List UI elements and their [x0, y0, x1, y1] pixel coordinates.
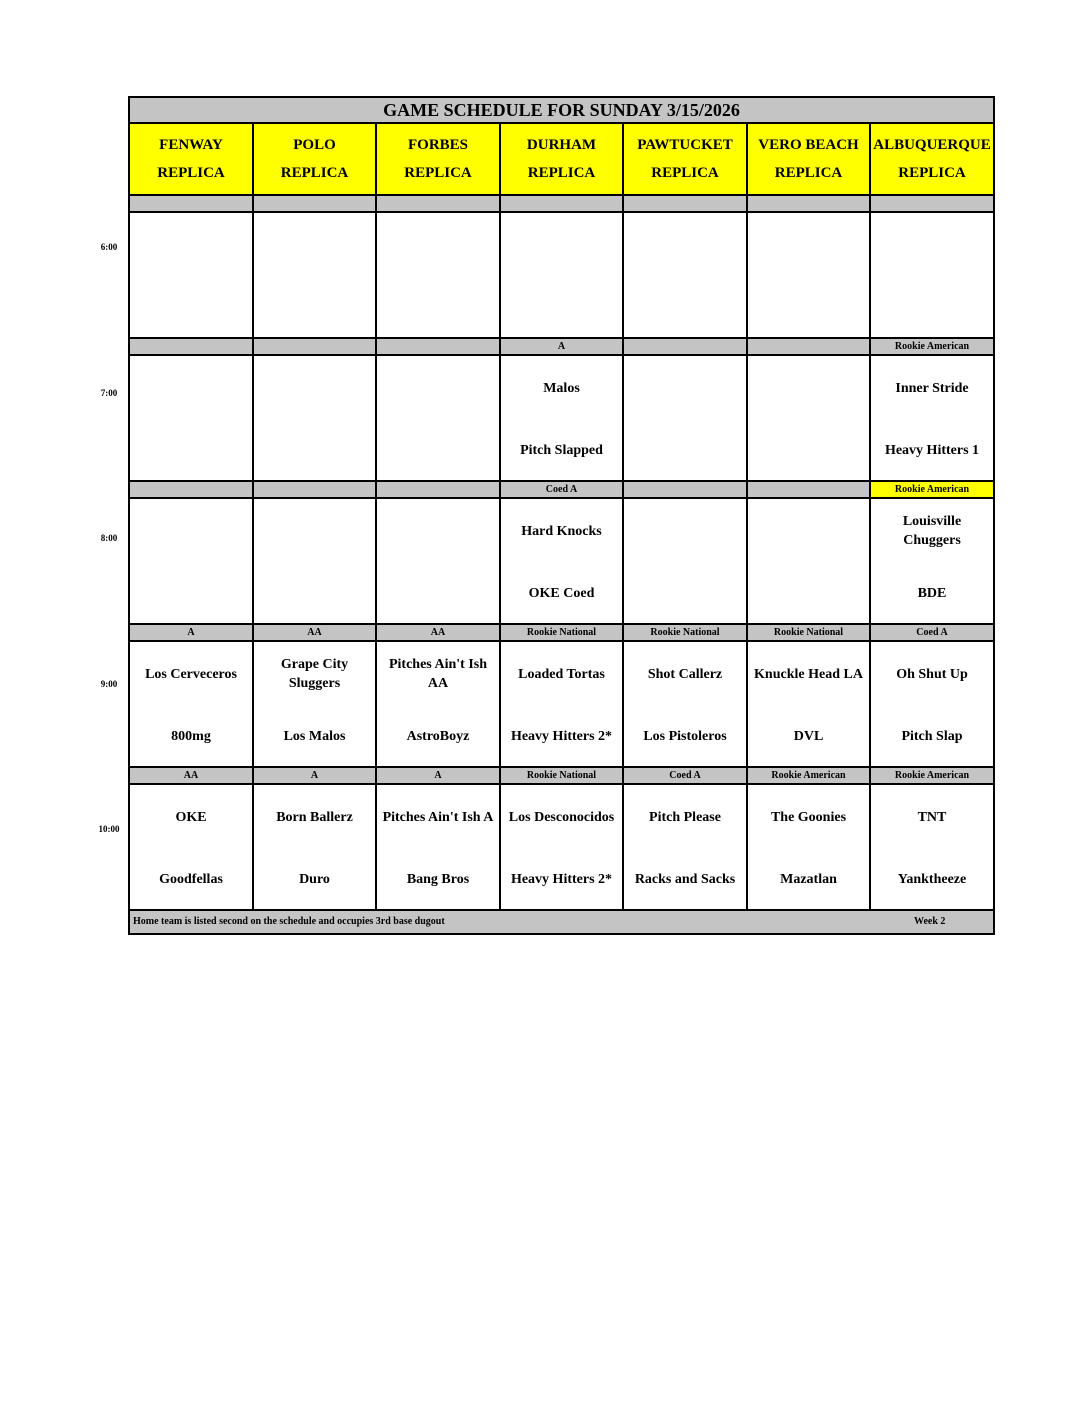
footer-note: Home team is listed second on the schedule and occupies 3rd base dugout	[133, 916, 445, 927]
away-team	[501, 225, 622, 265]
away-team	[130, 225, 252, 265]
division-label: Coed A	[623, 767, 747, 784]
division-row	[129, 338, 994, 355]
game-cell	[129, 784, 253, 910]
home-team: Racks and Sacks	[634, 871, 736, 887]
away-team: The Goonies	[770, 809, 847, 825]
field-name: DURHAM	[526, 137, 597, 153]
game-cell	[376, 212, 500, 338]
division-label: Rookie American	[870, 481, 994, 498]
game-cell	[623, 498, 747, 624]
home-team	[130, 430, 252, 470]
game-cell	[623, 212, 747, 338]
field-header-row	[129, 123, 994, 195]
division-label: A	[253, 767, 376, 784]
division-row	[129, 195, 994, 212]
away-team: Shot Callerz	[647, 666, 723, 682]
game-row	[129, 784, 994, 910]
field-name: PAWTUCKET	[637, 137, 733, 153]
home-team: DVL	[793, 728, 824, 744]
field-header	[376, 123, 500, 195]
game-cell	[376, 641, 500, 767]
game-cell	[129, 498, 253, 624]
game-cell	[623, 355, 747, 481]
away-team	[624, 511, 746, 551]
game-cell	[500, 212, 623, 338]
home-team	[748, 287, 869, 327]
field-name: POLO	[293, 137, 336, 153]
division-label: A	[129, 624, 253, 641]
home-team: 800mg	[171, 728, 211, 744]
home-team	[377, 287, 499, 327]
away-team: Oh Shut Up	[896, 666, 968, 682]
footer-cell	[129, 910, 994, 934]
away-team	[254, 368, 375, 408]
home-team: Bang Bros	[406, 871, 470, 887]
away-team: Los Desconocidos	[508, 809, 615, 825]
division-label: A	[376, 767, 500, 784]
game-cell	[623, 641, 747, 767]
away-team: TNT	[917, 809, 947, 825]
division-label	[376, 195, 500, 212]
division-label	[870, 195, 994, 212]
division-label: Rookie American	[870, 338, 994, 355]
away-team: OKE	[175, 809, 207, 825]
division-row	[129, 767, 994, 784]
division-label: Rookie National	[500, 767, 623, 784]
home-team: Los Malos	[283, 728, 346, 744]
game-cell	[747, 212, 870, 338]
home-team: Los Pistoleros	[643, 728, 727, 744]
schedule-table	[128, 96, 995, 935]
away-team	[130, 368, 252, 408]
home-team	[624, 573, 746, 613]
home-team: OKE Coed	[528, 585, 595, 601]
game-cell	[870, 498, 994, 624]
away-team	[130, 511, 252, 551]
away-team: Pitches Ain't Ish A	[382, 809, 494, 825]
away-team	[377, 511, 499, 551]
away-team	[871, 225, 993, 265]
game-cell	[500, 498, 623, 624]
field-name: ALBUQUERQUE	[873, 137, 991, 153]
division-label	[253, 481, 376, 498]
division-label	[747, 481, 870, 498]
game-cell	[870, 784, 994, 910]
time-label: 6:00	[100, 242, 118, 252]
home-team	[254, 287, 375, 327]
game-row	[129, 498, 994, 624]
division-label	[129, 195, 253, 212]
home-team: BDE	[917, 585, 947, 601]
home-team: AstroBoyz	[406, 728, 470, 744]
game-cell	[376, 784, 500, 910]
game-cell	[500, 784, 623, 910]
field-header	[253, 123, 376, 195]
game-cell	[500, 355, 623, 481]
game-cell	[129, 641, 253, 767]
home-team: Pitch Slap	[901, 728, 963, 744]
field-header	[870, 123, 994, 195]
home-team: Mazatlan	[780, 871, 837, 887]
footer-row	[129, 910, 994, 934]
division-label	[747, 195, 870, 212]
field-header	[747, 123, 870, 195]
home-team: Duro	[299, 871, 330, 887]
game-cell	[253, 355, 376, 481]
away-team: Grape City Sluggers	[280, 657, 349, 691]
away-team: Malos	[543, 380, 580, 396]
home-team	[871, 287, 993, 327]
game-cell	[870, 641, 994, 767]
away-team: Louisville Chuggers	[902, 514, 962, 548]
field-header	[129, 123, 253, 195]
division-label: A	[500, 338, 623, 355]
home-team: Pitch Slapped	[520, 442, 603, 458]
time-label: 10:00	[98, 824, 120, 834]
division-label: AA	[376, 624, 500, 641]
schedule-title: GAME SCHEDULE FOR SUNDAY 3/15/2026	[129, 97, 994, 123]
home-team	[254, 430, 375, 470]
home-team	[624, 430, 746, 470]
away-team	[748, 225, 869, 265]
division-label: Rookie National	[623, 624, 747, 641]
division-label: Rookie National	[500, 624, 623, 641]
division-label	[376, 481, 500, 498]
division-label	[129, 338, 253, 355]
home-team	[748, 430, 869, 470]
division-label: Rookie American	[870, 767, 994, 784]
game-cell	[253, 212, 376, 338]
division-label: Coed A	[500, 481, 623, 498]
home-team	[130, 573, 252, 613]
division-label	[376, 338, 500, 355]
division-label: Coed A	[870, 624, 994, 641]
time-label: 9:00	[100, 678, 118, 689]
game-cell	[747, 355, 870, 481]
away-team: Knuckle Head LA	[754, 666, 863, 682]
division-label: AA	[129, 767, 253, 784]
game-cell	[870, 355, 994, 481]
game-cell	[129, 212, 253, 338]
field-name: FORBES	[407, 137, 468, 153]
game-cell	[623, 784, 747, 910]
time-label: 8:00	[100, 533, 118, 543]
field-type: REPLICA	[898, 165, 966, 181]
away-team	[254, 225, 375, 265]
game-cell	[747, 641, 870, 767]
game-row	[129, 641, 994, 767]
field-type: REPLICA	[527, 165, 596, 181]
field-type: REPLICA	[404, 165, 472, 181]
away-team: Born Ballerz	[276, 809, 353, 825]
division-row	[129, 481, 994, 498]
division-label: AA	[253, 624, 376, 641]
game-cell	[747, 784, 870, 910]
division-label	[623, 481, 747, 498]
division-label	[500, 195, 623, 212]
away-team: Inner Stride	[895, 380, 969, 396]
time-label: 7:00	[100, 387, 118, 398]
game-cell	[376, 355, 500, 481]
game-cell	[376, 498, 500, 624]
home-team	[624, 287, 746, 327]
division-label: Rookie American	[747, 767, 870, 784]
field-type: REPLICA	[774, 165, 843, 181]
away-team	[748, 368, 869, 408]
field-type: REPLICA	[280, 165, 349, 181]
home-team	[254, 573, 375, 613]
division-label	[253, 338, 376, 355]
home-team	[377, 573, 499, 613]
away-team: Hard Knocks	[521, 523, 602, 539]
away-team: Los Cerveceros	[145, 666, 237, 682]
away-team: Loaded Tortas	[518, 666, 605, 682]
home-team: Heavy Hitters 2*	[510, 728, 613, 744]
game-cell	[747, 498, 870, 624]
game-row	[129, 212, 994, 338]
week-label: Week 2	[914, 916, 946, 927]
game-cell	[870, 212, 994, 338]
away-team	[377, 225, 499, 265]
home-team	[748, 573, 869, 613]
field-name: FENWAY	[159, 137, 223, 153]
division-label: Rookie National	[747, 624, 870, 641]
division-label	[129, 481, 253, 498]
home-team	[130, 287, 252, 327]
division-label	[623, 195, 747, 212]
game-row	[129, 355, 994, 481]
division-label	[253, 195, 376, 212]
home-team: Yanktheeze	[897, 871, 967, 887]
game-cell	[253, 641, 376, 767]
field-type: REPLICA	[651, 165, 719, 181]
home-team: Heavy Hitters 2*	[510, 871, 613, 887]
home-team	[501, 287, 622, 327]
field-name: VERO BEACH	[758, 137, 859, 153]
division-label	[623, 338, 747, 355]
field-type: REPLICA	[157, 165, 225, 181]
division-label	[747, 338, 870, 355]
field-header	[500, 123, 623, 195]
division-row	[129, 624, 994, 641]
away-team	[254, 511, 375, 551]
away-team	[748, 511, 869, 551]
game-cell	[253, 784, 376, 910]
game-cell	[129, 355, 253, 481]
home-team	[377, 430, 499, 470]
away-team: Pitch Please	[649, 809, 721, 825]
away-team	[377, 368, 499, 408]
home-team: Heavy Hitters 1	[884, 442, 980, 458]
away-team	[624, 368, 746, 408]
away-team: Pitches Ain't Ish AA	[388, 657, 487, 691]
away-team	[624, 225, 746, 265]
home-team: Goodfellas	[159, 871, 223, 887]
game-cell	[253, 498, 376, 624]
field-header	[623, 123, 747, 195]
game-cell	[500, 641, 623, 767]
